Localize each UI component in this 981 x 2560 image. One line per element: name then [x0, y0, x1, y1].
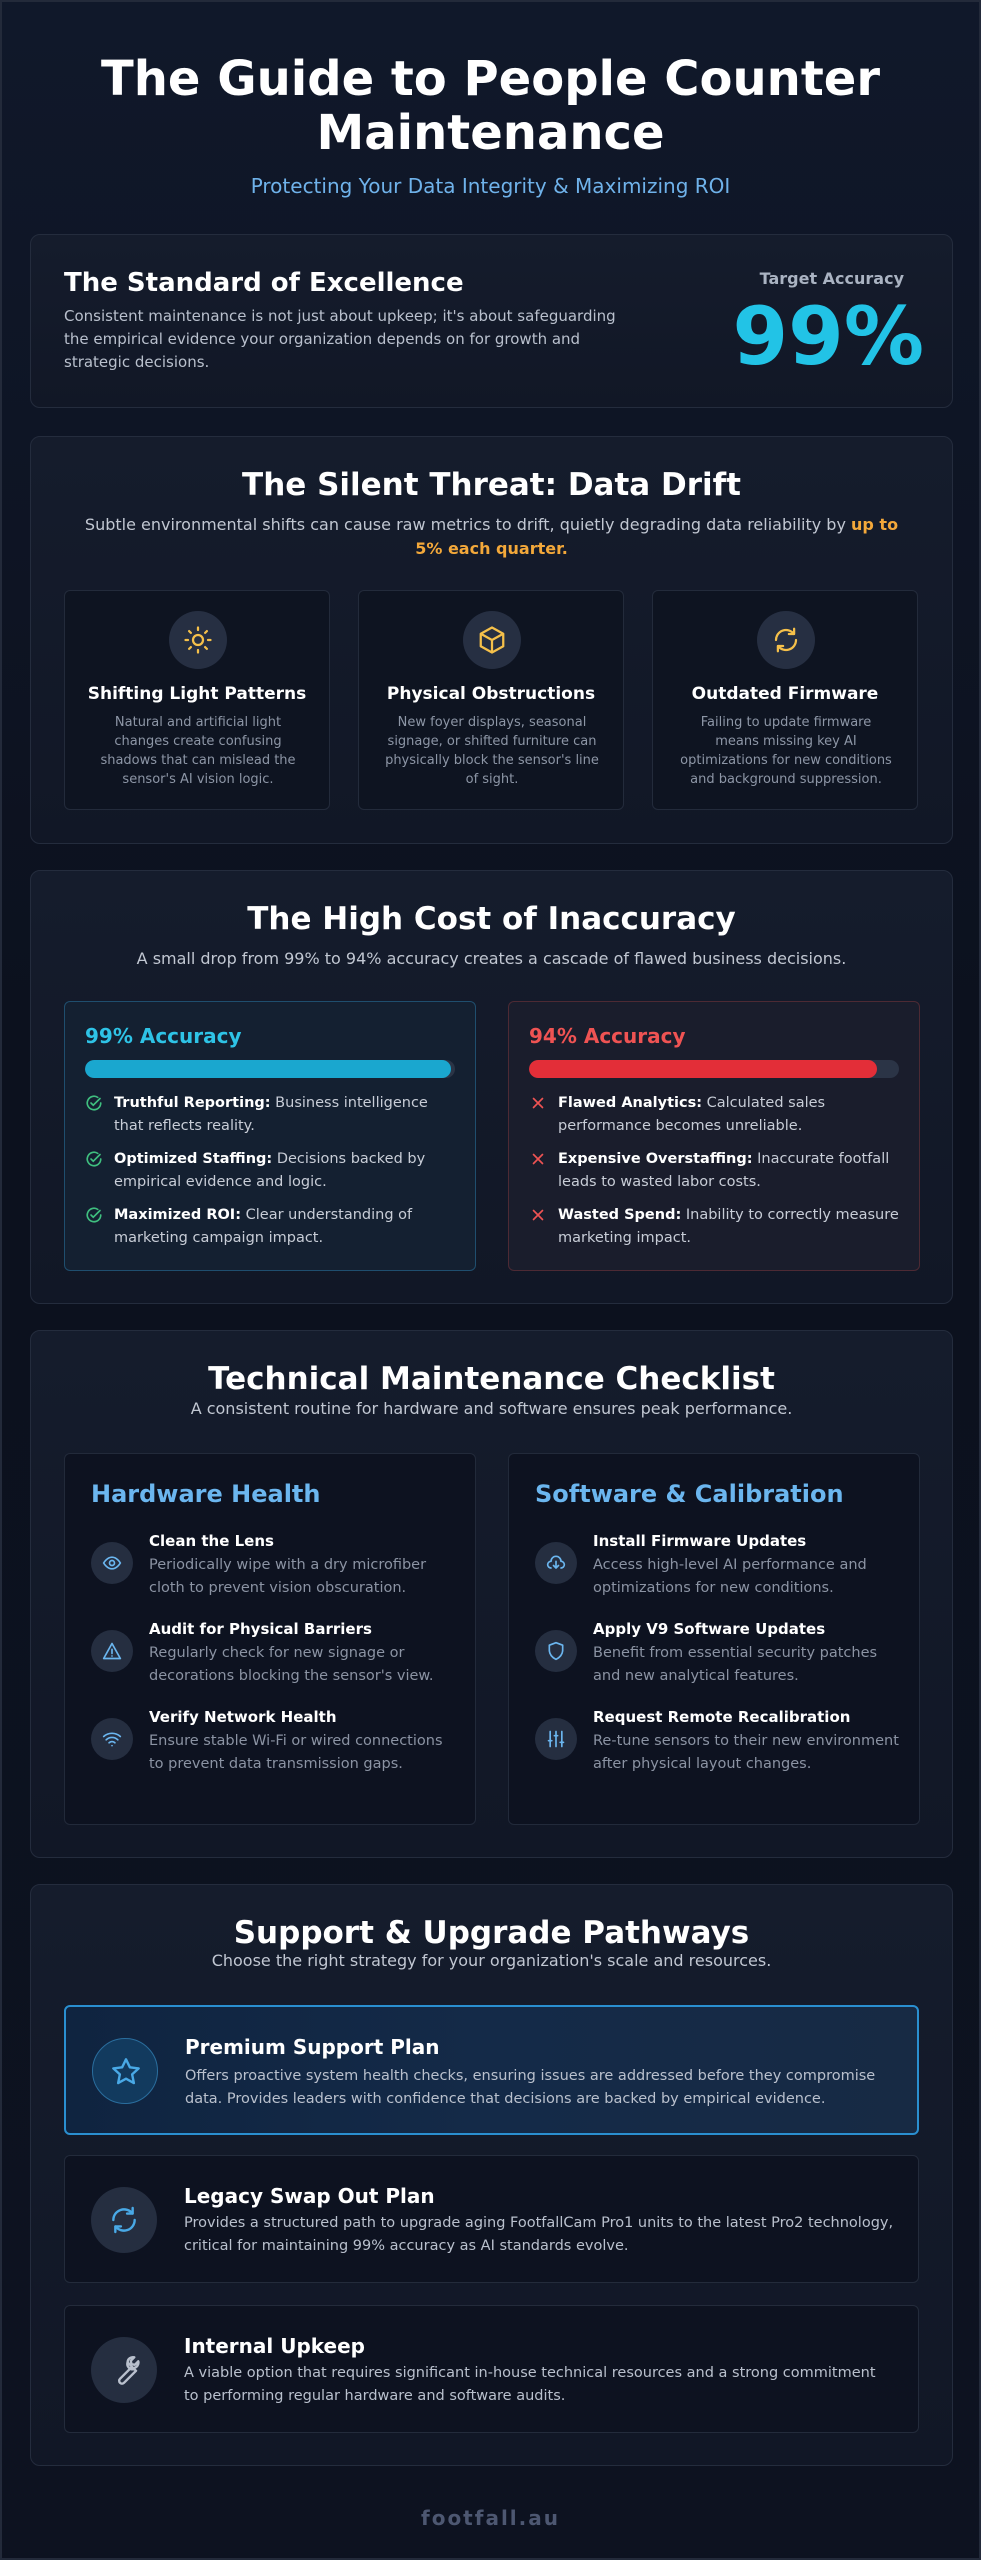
checklist-subtitle: A consistent routine for hardware and software ensures peak performance.: [190, 1399, 793, 1418]
plan-name: Premium Support Plan: [185, 2035, 440, 2059]
threat-description: Natural and artificial light changes create confusing shadows that can mislead the sensor's AI vision logic.: [100, 715, 296, 787]
accuracy-heading: 94% Accuracy: [529, 1024, 686, 1048]
software-column: [508, 1453, 920, 1825]
excellence-title: The Standard of Excellence: [64, 268, 464, 298]
cloud-download-icon: [535, 1542, 577, 1584]
risk-item: Expensive Overstaffing: Inaccurate footfall leads to wasted labor costs.: [529, 1148, 899, 1194]
refresh-icon: [757, 611, 815, 669]
plan-description: Offers proactive system health checks, ensuring issues are addressed before they compromise data. Provides leaders with confidence that decisions are backed by empirical evidence.: [185, 2068, 876, 2107]
checklist-item-description: Regularly check for new signage or decorations blocking the sensor's view.: [149, 1645, 434, 1684]
target-accuracy-label: Target Accuracy: [759, 269, 904, 288]
accuracy-94-panel: [508, 1001, 920, 1271]
plan-description: Provides a structured path to upgrade aging FootfallCam Pro1 units to the latest Pro2 technology, critical for maintaining 99% accuracy as AI standards evolve.: [184, 2215, 894, 2254]
checklist-item-description: Access high-level AI performance and optimizations for new conditions.: [593, 1557, 867, 1596]
risk-item: Flawed Analytics: Calculated sales performance becomes unreliable.: [529, 1092, 899, 1138]
threat-card-light: [64, 590, 330, 810]
data-drift-title: The Silent Threat: Data Drift: [242, 467, 741, 503]
checklist-item-name: Audit for Physical Barriers: [149, 1620, 372, 1638]
checklist-item-name: Verify Network Health: [149, 1708, 337, 1726]
check-circle-icon: [85, 1150, 103, 1168]
plan-name: Legacy Swap Out Plan: [184, 2184, 435, 2208]
sun-icon: [169, 611, 227, 669]
benefit-item: Maximized ROI: Clear understanding of marketing campaign impact.: [85, 1204, 455, 1250]
threat-description: Failing to update firmware means missing key AI optimizations for new conditions and background suppression.: [680, 715, 892, 787]
checklist-title: Technical Maintenance Checklist: [208, 1361, 775, 1397]
software-heading: Software & Calibration: [535, 1480, 844, 1508]
accuracy-heading: 99% Accuracy: [85, 1024, 242, 1048]
checklist-item-description: Ensure stable Wi-Fi or wired connections to prevent data transmission gaps.: [149, 1733, 443, 1772]
drift-highlight: up to 5% each quarter.: [415, 515, 899, 558]
checklist-item-name: Clean the Lens: [149, 1532, 274, 1550]
sliders-icon: [535, 1718, 577, 1760]
accuracy-bar: [85, 1060, 455, 1078]
checklist-item-name: Install Firmware Updates: [593, 1532, 807, 1550]
support-subtitle: Choose the right strategy for your organization's scale and resources.: [211, 1951, 772, 1970]
checklist-card: [30, 1330, 953, 1858]
x-icon: [529, 1206, 547, 1224]
benefit-item: Optimized Staffing: Decisions backed by empirical evidence and logic.: [85, 1148, 455, 1194]
threat-card-firmware: [652, 590, 918, 810]
checklist-item-description: Periodically wipe with a dry microfiber cloth to prevent vision obscuration.: [149, 1557, 427, 1596]
accuracy-bar-fill: [529, 1060, 877, 1078]
hardware-column: [64, 1453, 476, 1825]
excellence-description: Consistent maintenance is not just about upkeep; it's about safeguarding the empirical evidence your organization depends on for growth and strategic decisions.: [64, 307, 616, 371]
threat-title: Outdated Firmware: [691, 684, 879, 704]
accuracy-bar-fill: [85, 1060, 451, 1078]
target-accuracy-value: 99%: [732, 290, 924, 383]
wrench-icon: [91, 2337, 157, 2403]
data-drift-card: [30, 436, 953, 844]
warning-icon: [91, 1630, 133, 1672]
risk-item: Wasted Spend: Inability to correctly measure marketing impact.: [529, 1204, 899, 1250]
footer-brand[interactable]: footfall.au: [421, 2506, 560, 2530]
checklist-item-description: Benefit from essential security patches and new analytical features.: [593, 1645, 878, 1684]
benefit-item: Truthful Reporting: Business intelligence that reflects reality.: [85, 1092, 455, 1138]
page-subtitle: Protecting Your Data Integrity & Maximizing ROI: [250, 174, 731, 198]
plan-premium-support[interactable]: [64, 2005, 919, 2135]
support-title: Support & Upgrade Pathways: [233, 1915, 750, 1951]
support-card: [30, 1884, 953, 2466]
accuracy-bar: [529, 1060, 899, 1078]
x-icon: [529, 1150, 547, 1168]
eye-icon: [91, 1542, 133, 1584]
cost-subtitle: A small drop from 99% to 94% accuracy creates a cascade of flawed business decisions.: [136, 949, 847, 968]
plan-name: Internal Upkeep: [184, 2334, 365, 2358]
plan-legacy-swap-out[interactable]: [64, 2155, 919, 2283]
data-drift-subtitle: Subtle environmental shifts can cause raw metrics to drift, quietly degrading data reliability by up to 5% each quarter.: [84, 515, 899, 558]
threat-card-obstructions: [358, 590, 624, 810]
threat-title: Shifting Light Patterns: [87, 684, 307, 704]
header: [2, 52, 979, 198]
plan-internal-upkeep[interactable]: [64, 2305, 919, 2433]
star-icon: [92, 2038, 158, 2104]
refresh-icon: [91, 2187, 157, 2253]
accuracy-99-panel: [64, 1001, 476, 1271]
page-title: The Guide to People Counter Maintenance: [101, 51, 880, 161]
checklist-item-name: Apply V9 Software Updates: [593, 1620, 826, 1638]
checklist-item-description: Re-tune sensors to their new environment after physical layout changes.: [593, 1733, 899, 1772]
cost-card: [30, 870, 953, 1304]
x-icon: [529, 1094, 547, 1112]
hardware-heading: Hardware Health: [91, 1480, 321, 1508]
threat-title: Physical Obstructions: [386, 684, 596, 704]
checklist-item-name: Request Remote Recalibration: [593, 1708, 851, 1726]
cost-title: The High Cost of Inaccuracy: [247, 901, 736, 937]
check-circle-icon: [85, 1206, 103, 1224]
wifi-icon: [91, 1718, 133, 1760]
box-icon: [463, 611, 521, 669]
threat-description: New foyer displays, seasonal signage, or shifted furniture can physically block the sensor's line of sight.: [385, 715, 599, 787]
shield-icon: [535, 1630, 577, 1672]
excellence-card: [30, 234, 953, 408]
check-circle-icon: [85, 1094, 103, 1112]
plan-description: A viable option that requires significant in-house technical resources and a strong commitment to performing regular hardware and software audits.: [184, 2365, 876, 2404]
